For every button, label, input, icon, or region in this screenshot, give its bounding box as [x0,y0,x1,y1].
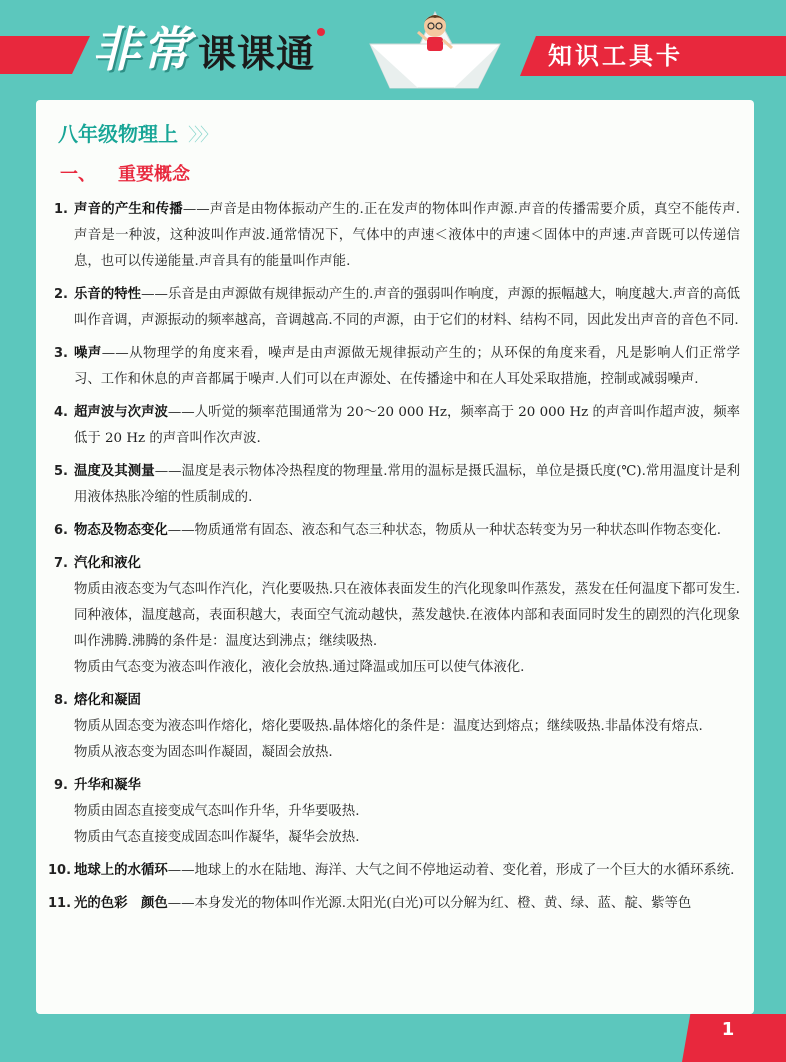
concept-title: 噪声 [74,346,102,361]
concept-item [50,551,740,681]
concept-item [50,400,740,452]
chevron-right-icon: 〉〉〉 [188,125,215,146]
concept-heading-line [74,551,740,577]
grade-title-text: 八年级物理上 [58,122,178,146]
concept-title: 物态及物态变化 [74,523,168,538]
concept-paragraph [74,518,740,544]
concept-paragraph [74,282,740,334]
content-panel [36,100,754,1014]
paper-boat-boy-illustration [360,4,510,96]
concept-title: 超声波与次声波 [74,405,168,420]
concept-paragraph [74,891,740,917]
concept-item [50,341,740,393]
concept-item [50,459,740,511]
concept-body: ——地球上的水在陆地、海洋、大气之间不停地运动着、变化着，形成了一个巨大的水循环系统. [167,863,735,878]
concept-paragraph: 物质由气态变为液态叫作液化，液化会放热.通过降温或加压可以使气体液化. [74,660,525,675]
concept-number: 7. [54,556,68,571]
concept-paragraph: 物质从固态变为液态叫作熔化，熔化要吸热.晶体熔化的条件是：温度达到熔点；继续吸热.非晶体没有熔点. [74,719,703,734]
concept-item [50,282,740,334]
header-red-stripe-left [0,36,90,74]
concept-body: ——物质通常有固态、液态和气态三种状态，物质从一种状态转变为另一种状态叫作物态变化. [167,523,722,538]
concept-body: ——人听觉的频率范围通常为 20～20 000 Hz，频率高于 20 000 Hz 的声音叫作超声波，频率低于 20 Hz 的声音叫作次声波. [74,405,740,446]
concept-item [50,891,740,917]
concept-number: 10. [48,863,72,878]
concept-body: ——从物理学的角度来看，噪声是由声源做无规律振动产生的；从环保的角度来看，凡是影响人们正常学习、工作和休息的声音都属于噪声.人们可以在声源处、在传播途中和在人耳处采取措施，控制或减弱噪声. [74,346,741,387]
concept-item [50,197,740,275]
concept-title: 汽化和液化 [74,556,141,571]
logo-main-text: 非常 [92,22,193,78]
page-number: 1 [721,1019,735,1040]
registered-mark-icon [317,28,325,36]
concept-paragraph: 物质由气态直接变成固态叫作凝华，凝华会放热. [74,830,360,845]
brand-logo [92,24,325,80]
concept-number: 2. [54,287,68,302]
concept-item [50,858,740,884]
concept-paragraph [74,341,740,393]
section-heading [60,160,190,186]
concept-item [50,518,740,544]
section-title: 重要概念 [118,164,190,185]
concept-number: 8. [54,693,68,708]
concept-number: 3. [54,346,68,361]
concept-paragraph: 物质由固态直接变成气态叫作升华，升华要吸热. [74,804,360,819]
concept-paragraph [74,400,740,452]
concept-title: 光的色彩 颜色 [74,896,168,911]
concept-heading-line [74,688,740,714]
knowledge-card-label: 知识工具卡 [548,42,683,70]
concept-paragraph [74,459,740,511]
concept-title: 温度及其测量 [74,464,155,479]
concept-paragraph: 物质从液态变为固态叫作凝固，凝固会放热. [74,745,333,760]
concept-paragraph [74,858,740,884]
concept-title: 乐音的特性 [74,287,142,302]
concept-body: ——声音是由物体振动产生的.正在发声的物体叫作声源.声音的传播需要介质，真空不能传声.声音是一种波，这种波叫作声波.通常情况下，气体中的声速＜液体中的声速＜固体中的声速.声音既可以传递信息，也可以传递能量.声音具有的能量叫作声能. [74,202,740,269]
concept-body: ——乐音是由声源做有规律振动产生的.声音的强弱叫作响度，声源的振幅越大，响度越大.声音的高低叫作音调，声源振动的频率越高，音调越高.不同的声源，由于它们的材料、结构不同，因此发出声音的音色不同. [74,287,740,328]
concept-body: ——温度是表示物体冷热程度的物理量.常用的温标是摄氏温标，单位是摄氏度(℃).常用温度计是利用液体热胀冷缩的性质制成的. [74,464,740,505]
concept-item [50,773,740,851]
concept-title: 声音的产生和传播 [74,202,183,217]
concept-item [50,688,740,766]
section-number: 一、 [60,164,96,185]
concept-title: 熔化和凝固 [74,693,141,708]
concept-paragraph: 物质由液态变为气态叫作汽化，汽化要吸热.只在液体表面发生的汽化现象叫作蒸发，蒸发在任何温度下都可发生.同种液体，温度越高，表面积越大，表面空气流动越快，蒸发越快.在液体内部和表面同时发生的剧烈的汽化现象叫作沸腾.沸腾的条件是：温度达到沸点；继续吸热. [74,582,740,649]
concept-title: 地球上的水循环 [74,863,168,878]
concept-number: 9. [54,778,68,793]
concept-number: 1. [54,202,68,217]
concept-number: 11. [48,896,72,911]
grade-title [58,118,215,147]
concept-list [50,197,740,924]
concept-number: 4. [54,405,68,420]
logo-sub-text: 课课通 [198,32,316,76]
concept-title: 升华和凝华 [74,778,141,793]
concept-number: 6. [54,523,68,538]
concept-body: ——本身发光的物体叫作光源.太阳光(白光)可以分解为红、橙、黄、绿、蓝、靛、紫等色 [167,896,692,911]
header [0,0,786,100]
concept-heading-line [74,773,740,799]
concept-number: 5. [54,464,68,479]
concept-paragraph [74,197,740,275]
